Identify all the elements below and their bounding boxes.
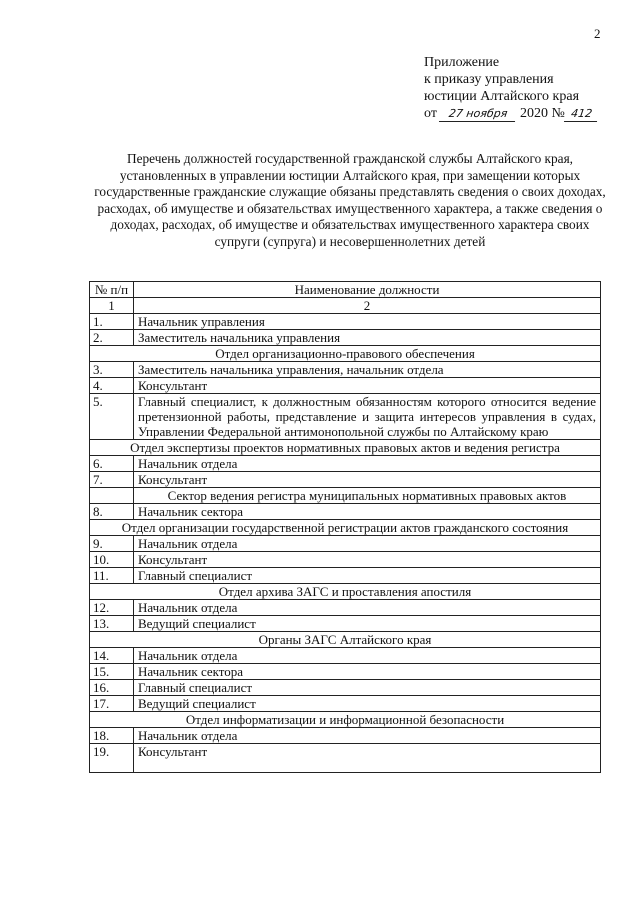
table-row — [90, 728, 601, 744]
section-title: Отдел организации государственной регистрации актов гражданского состояния — [90, 520, 601, 536]
position-name: Заместитель начальника управления — [134, 330, 601, 346]
position-name: Начальник управления — [134, 314, 601, 330]
table-row — [90, 472, 601, 488]
table-row — [90, 744, 601, 773]
row-number: 13. — [90, 616, 134, 632]
table-row — [90, 552, 601, 568]
position-name: Ведущий специалист — [134, 696, 601, 712]
table-row — [90, 600, 601, 616]
table-row — [90, 330, 601, 346]
table-row — [90, 378, 601, 394]
position-name: Консультант — [134, 552, 601, 568]
table-row — [90, 504, 601, 520]
row-number: 10. — [90, 552, 134, 568]
row-number: 1. — [90, 314, 134, 330]
section-title: Отдел экспертизы проектов нормативных правовых актов и ведения регистра — [90, 440, 601, 456]
row-number: 11. — [90, 568, 134, 584]
table-row — [90, 456, 601, 472]
table-row — [90, 568, 601, 584]
appendix-line-3: юстиции Алтайского края — [424, 89, 580, 104]
row-number: 14. — [90, 648, 134, 664]
section-row — [90, 584, 601, 600]
section-row — [90, 520, 601, 536]
order-year: 2020 — [519, 106, 548, 121]
table-row — [90, 536, 601, 552]
position-name: Консультант — [134, 378, 601, 394]
table-row — [90, 664, 601, 680]
section-row — [90, 632, 601, 648]
row-number: 18. — [90, 728, 134, 744]
section-row — [90, 346, 601, 362]
subsection-row — [90, 488, 601, 504]
row-number: 12. — [90, 600, 134, 616]
subsection-title: Сектор ведения регистра муниципальных нормативных правовых актов — [134, 488, 601, 504]
row-number: 7. — [90, 472, 134, 488]
number-sign: № — [551, 106, 565, 121]
empty-cell — [90, 488, 134, 504]
position-name: Начальник отдела — [134, 600, 601, 616]
table-row — [90, 362, 601, 378]
table-row — [90, 680, 601, 696]
row-number: 4. — [90, 378, 134, 394]
appendix-line-2: к приказу управления — [424, 72, 554, 87]
position-name: Консультант — [134, 744, 601, 773]
table-row — [90, 394, 601, 440]
position-name: Заместитель начальника управления, начальник отдела — [134, 362, 601, 378]
row-number: 17. — [90, 696, 134, 712]
section-title: Отдел информатизации и информационной безопасности — [90, 712, 601, 728]
position-name: Начальник отдела — [134, 456, 601, 472]
section-row — [90, 440, 601, 456]
position-name: Начальник сектора — [134, 504, 601, 520]
row-number: 15. — [90, 664, 134, 680]
column-number-1: 1 — [90, 298, 134, 314]
position-name: Начальник отдела — [134, 648, 601, 664]
row-number: 3. — [90, 362, 134, 378]
section-row — [90, 712, 601, 728]
section-title: Органы ЗАГС Алтайского края — [90, 632, 601, 648]
table-header-row — [90, 282, 601, 298]
date-prefix: от — [424, 106, 437, 121]
document-title: Перечень должностей государственной гражданской службы Алтайского края, установленных в управлении юстиции Алтайского края, при замещении которых государственные гражданские служащие обязаны представлять сведения о своих доходах, расходах, об имуществе и обязательствах имущественного характера, а также сведения о доходах, расходах, об имуществе и обязательствах имущественного характера своих супруги (супруга) и несовершеннолетних детей — [94, 151, 606, 249]
row-number: 16. — [90, 680, 134, 696]
table-row — [90, 648, 601, 664]
page-number: 2 — [594, 26, 601, 41]
appendix-line-1: Приложение — [424, 55, 500, 70]
section-title: Отдел организационно-правового обеспечения — [90, 346, 601, 362]
row-number: 8. — [90, 504, 134, 520]
position-name: Начальник отдела — [134, 536, 601, 552]
position-name: Главный специалист — [134, 568, 601, 584]
header-position-name: Наименование должности — [134, 282, 601, 298]
handwritten-date: 27 ноября — [439, 107, 517, 122]
column-number-row — [90, 298, 601, 314]
position-name: Начальник отдела — [134, 728, 601, 744]
positions-table — [89, 281, 601, 773]
row-number: 9. — [90, 536, 134, 552]
table-row — [90, 314, 601, 330]
position-name: Главный специалист, к должностным обязанностям которого относится ведение претензионной работы, представление и защита интересов управления в судах, Управлении Федеральной антимонопольной службы по Алтайскому краю — [134, 394, 601, 440]
row-number: 5. — [90, 394, 134, 440]
row-number: 19. — [90, 744, 134, 773]
position-name: Главный специалист — [134, 680, 601, 696]
handwritten-order-number: 412 — [564, 107, 599, 122]
position-name: Начальник сектора — [134, 664, 601, 680]
row-number: 2. — [90, 330, 134, 346]
column-number-2: 2 — [134, 298, 601, 314]
position-name: Ведущий специалист — [134, 616, 601, 632]
appendix-date-line — [424, 105, 634, 122]
position-name: Консультант — [134, 472, 601, 488]
section-title: Отдел архива ЗАГС и проставления апостиля — [90, 584, 601, 600]
table-row — [90, 616, 601, 632]
header-number: № п/п — [90, 282, 134, 298]
row-number: 6. — [90, 456, 134, 472]
table-row — [90, 696, 601, 712]
appendix-block — [424, 54, 634, 122]
